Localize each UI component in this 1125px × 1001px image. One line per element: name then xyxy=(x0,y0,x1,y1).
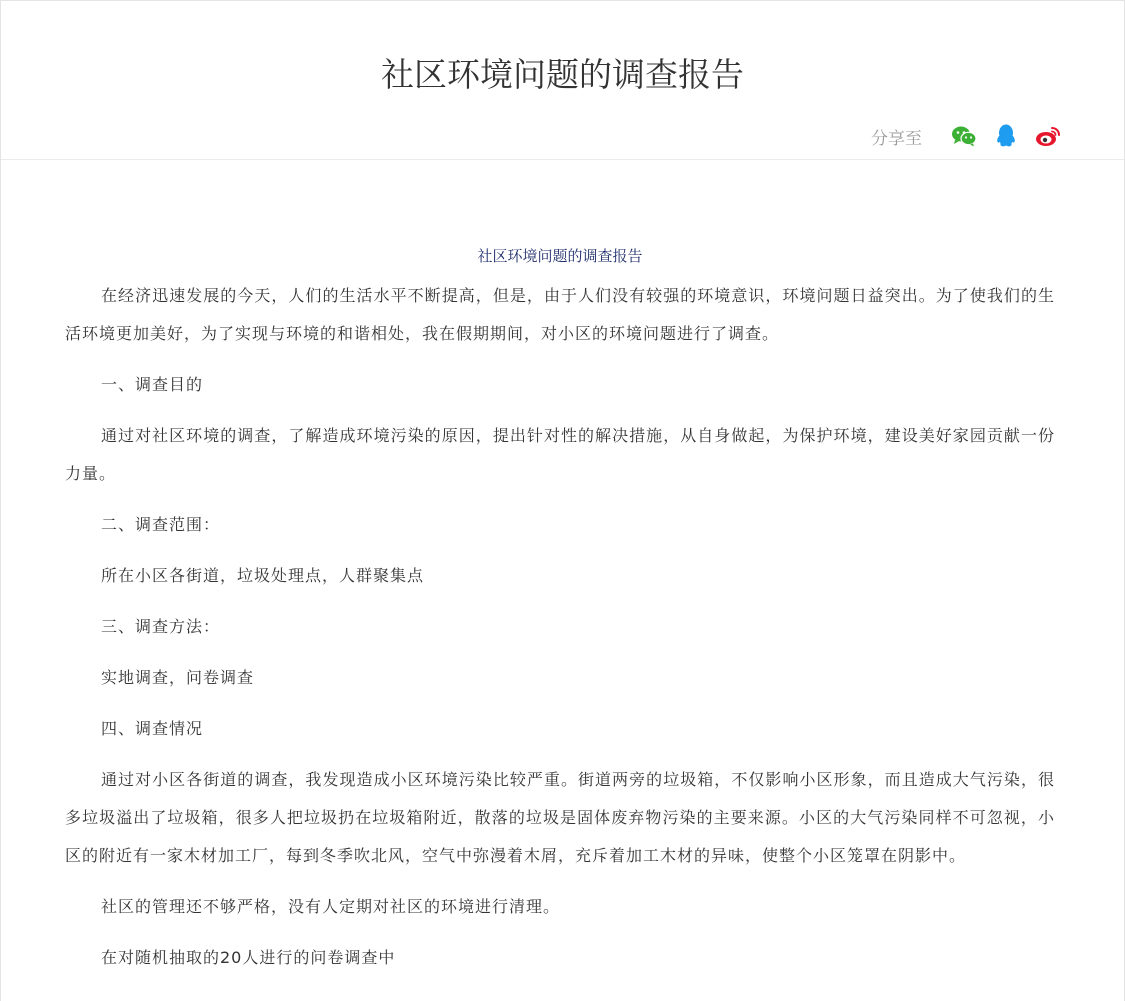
section-heading: 一、调查目的 xyxy=(101,375,204,394)
article-paragraph: 通过对社区环境的调查，了解造成环境污染的原因，提出针对性的解决措施，从自身做起，为保护环境，建设美好家园贡献一份力量。 xyxy=(65,426,1055,483)
article-body xyxy=(65,239,1055,990)
section-heading: 三、调查方法： xyxy=(101,617,221,636)
weibo-icon[interactable] xyxy=(1034,122,1062,150)
article-paragraph: 所在小区各街道，垃圾处理点，人群聚集点 xyxy=(101,566,425,585)
article-paragraph: 实地调查，问卷调查 xyxy=(101,668,255,687)
section-heading: 二、调查范围： xyxy=(101,515,221,534)
section-heading: 四、调查情况 xyxy=(101,719,204,738)
page-title: 社区环境问题的调查报告 xyxy=(381,55,744,94)
share-label: 分享至 xyxy=(871,128,922,149)
article-title: 社区环境问题的调查报告 xyxy=(477,247,643,265)
share-bar xyxy=(871,121,1062,151)
article-paragraph: 在经济迅速发展的今天，人们的生活水平不断提高，但是，由于人们没有较强的环境意识，环境问题日益突出。为了使我们的生活环境更加美好，为了实现与环境的和谐相处，我在假期期间，对小区的环境问题进行了调查。 xyxy=(65,286,1055,343)
header xyxy=(1,1,1124,160)
qq-icon[interactable] xyxy=(992,122,1020,150)
article-paragraph: 社区的管理还不够严格，没有人定期对社区的环境进行清理。 xyxy=(101,897,561,916)
wechat-icon[interactable] xyxy=(950,122,978,150)
article-paragraph: 通过对小区各街道的调查，我发现造成小区环境污染比较严重。街道两旁的垃圾箱，不仅影响小区形象，而且造成大气污染，很多垃圾溢出了垃圾箱，很多人把垃圾扔在垃圾箱附近，散落的垃圾是固体废弃物污染的主要来源。小区的大气污染同样不可忽视，小区的附近有一家木材加工厂，每到冬季吹北风，空气中弥漫着木屑，充斥着加工木材的异味，使整个小区笼罩在阴影中。 xyxy=(65,770,1055,865)
article-paragraph: 在对随机抽取的20人进行的问卷调查中 xyxy=(101,948,396,967)
